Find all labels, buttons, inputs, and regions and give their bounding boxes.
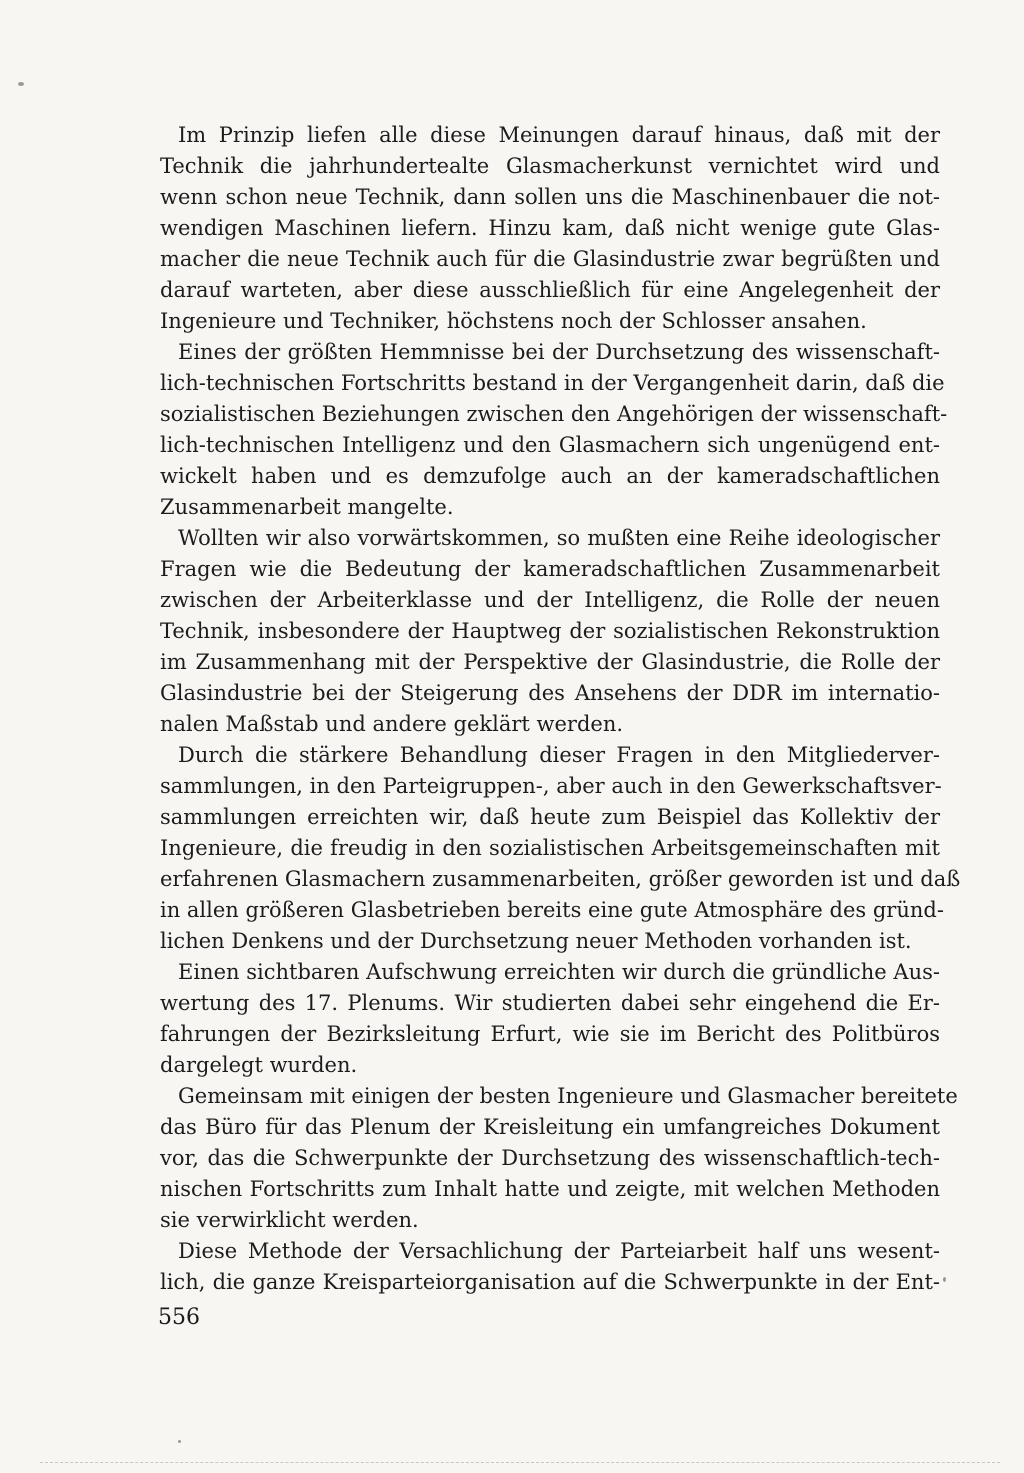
text-line: in allen größeren Glasbetrieben bereits eine gute Atmosphäre des gründ- xyxy=(160,898,944,922)
body-text xyxy=(160,120,961,1298)
text-line: Ingenieure, die freudig in den sozialistischen Arbeitsgemeinschaften mit xyxy=(160,836,940,860)
text-line: fahrungen der Bezirksleitung Erfurt, wie sie im Bericht des Politbüros xyxy=(160,1022,940,1046)
text-line: das Büro für das Plenum der Kreisleitung ein umfangreiches Dokument xyxy=(160,1115,940,1139)
text-line: Wollten wir also vorwärtskommen, so mußten eine Reihe ideologischer xyxy=(178,526,940,550)
text-line: sammlungen erreichten wir, daß heute zum Beispiel das Kollektiv der xyxy=(160,805,940,829)
text-line: lich-technischen Intelligenz und den Glasmachern sich ungenügend ent- xyxy=(160,433,940,457)
text-line: im Zusammenhang mit der Perspektive der Glasindustrie, die Rolle der xyxy=(160,650,940,674)
text-line: Zusammenarbeit mangelte. xyxy=(160,495,454,519)
text-line: Ingenieure und Techniker, höchstens noch der Schlosser ansahen. xyxy=(160,309,867,333)
paragraph xyxy=(160,120,940,337)
text-line: Im Prinzip liefen alle diese Meinungen darauf hinaus, daß mit der xyxy=(178,123,940,147)
text-line: erfahrenen Glasmachern zusammenarbeiten, größer geworden ist und daß xyxy=(160,867,961,891)
scan-speck-bottom xyxy=(178,1440,181,1443)
text-line: lich, die ganze Kreisparteiorganisation auf die Schwerpunkte in der Ent- xyxy=(160,1270,940,1294)
text-line: wendigen Maschinen liefern. Hinzu kam, daß nicht wenige gute Glas- xyxy=(160,216,940,240)
text-line: nalen Maßstab und andere geklärt werden. xyxy=(160,712,624,736)
text-line: Gemeinsam mit einigen der besten Ingenieure und Glasmacher bereitete xyxy=(178,1084,958,1108)
text-line: dargelegt wurden. xyxy=(160,1053,358,1077)
paragraph xyxy=(160,740,961,957)
text-line: wickelt haben und es demzufolge auch an der kameradschaftlichen xyxy=(160,464,940,488)
text-line: lichen Denkens und der Durchsetzung neuer Methoden vorhanden ist. xyxy=(160,929,912,953)
text-line: zwischen der Arbeiterklasse und der Intelligenz, die Rolle der neuen xyxy=(160,588,940,612)
text-line: wertung des 17. Plenums. Wir studierten dabei sehr eingehend die Er- xyxy=(160,991,940,1015)
text-line: lich-technischen Fortschritts bestand in der Vergangenheit darin, daß die xyxy=(160,371,945,395)
text-line: macher die neue Technik auch für die Glasindustrie zwar begrüßten und xyxy=(160,247,940,271)
text-line: sammlungen, in den Parteigruppen-, aber auch in den Gewerkschaftsver- xyxy=(160,774,942,798)
text-line: darauf warteten, aber diese ausschließlich für eine Angelegenheit der xyxy=(160,278,940,302)
text-line: wenn schon neue Technik, dann sollen uns die Maschinenbauer die not- xyxy=(160,185,940,209)
scan-edge-line xyxy=(40,1462,1000,1464)
text-line: sie verwirklicht werden. xyxy=(160,1208,419,1232)
text-line: sozialistischen Beziehungen zwischen den Angehörigen der wissenschaft- xyxy=(160,402,948,426)
text-line: Eines der größten Hemmnisse bei der Durchsetzung des wissenschaft- xyxy=(178,340,940,364)
paragraph xyxy=(160,957,940,1081)
scan-speck-margin xyxy=(943,1277,946,1282)
paragraph xyxy=(160,523,940,740)
paragraph xyxy=(160,337,948,523)
text-line: Diese Methode der Versachlichung der Parteiarbeit half uns wesent- xyxy=(178,1239,940,1263)
text-line: vor, das die Schwerpunkte der Durchsetzung des wissenschaftlich-tech- xyxy=(160,1146,940,1170)
text-line: Glasindustrie bei der Steigerung des Ansehens der DDR im internatio- xyxy=(160,681,940,705)
text-line: Durch die stärkere Behandlung dieser Fragen in den Mitgliederver- xyxy=(178,743,940,767)
text-line: Technik die jahrhundertealte Glasmacherkunst vernichtet wird und xyxy=(160,154,940,178)
page-number: 556 xyxy=(158,1305,200,1330)
text-line: Einen sichtbaren Aufschwung erreichten wir durch die gründliche Aus- xyxy=(178,960,940,984)
text-line: nischen Fortschritts zum Inhalt hatte und zeigte, mit welchen Methoden xyxy=(160,1177,940,1201)
text-line: Fragen wie die Bedeutung der kameradschaftlichen Zusammenarbeit xyxy=(160,557,940,581)
paragraph xyxy=(160,1081,958,1236)
text-line: Technik, insbesondere der Hauptweg der sozialistischen Rekonstruktion xyxy=(160,619,940,643)
scan-speck-top-left xyxy=(18,82,24,86)
paragraph xyxy=(160,1236,940,1298)
